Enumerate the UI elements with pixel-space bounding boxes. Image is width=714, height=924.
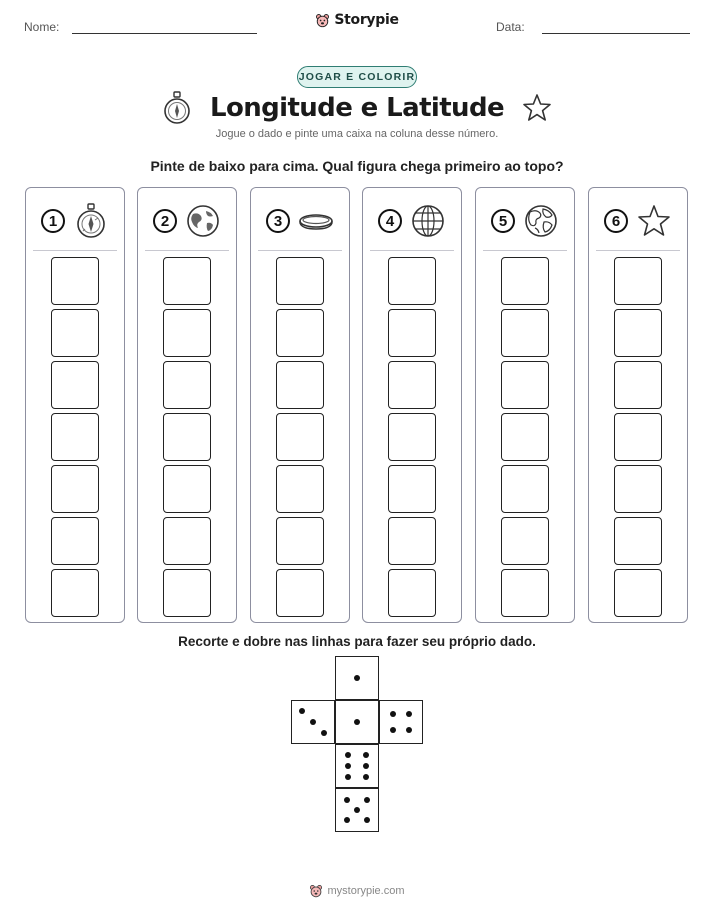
pip (299, 708, 305, 714)
column-number: 3 (266, 209, 290, 233)
column-divider (596, 250, 680, 251)
color-box[interactable] (276, 257, 324, 305)
color-box[interactable] (614, 361, 662, 409)
column-2 (137, 187, 237, 623)
column-header (363, 202, 461, 240)
color-box[interactable] (501, 569, 549, 617)
color-box[interactable] (163, 309, 211, 357)
color-box[interactable] (614, 569, 662, 617)
die-instruction: Recorte e dobre nas linhas para fazer seu próprio dado. (178, 634, 536, 649)
column-number: 4 (378, 209, 402, 233)
pip (354, 719, 360, 725)
pip (344, 797, 350, 803)
compass-icon (73, 203, 109, 239)
color-box[interactable] (276, 517, 324, 565)
pip (345, 774, 351, 780)
color-box[interactable] (51, 569, 99, 617)
column-divider (33, 250, 117, 251)
color-box[interactable] (51, 517, 99, 565)
brand-name: Storypie (334, 12, 399, 28)
color-box[interactable] (501, 361, 549, 409)
box-stack (163, 257, 211, 621)
column-number: 6 (604, 209, 628, 233)
column-number: 5 (491, 209, 515, 233)
column-4 (362, 187, 462, 623)
color-box[interactable] (501, 465, 549, 513)
ring-icon (298, 203, 334, 239)
name-line[interactable] (72, 33, 257, 34)
die-face-5 (335, 788, 379, 832)
column-6 (588, 187, 688, 623)
color-box[interactable] (388, 413, 436, 461)
column-3 (250, 187, 350, 623)
column-divider (483, 250, 567, 251)
date-label: Data: (496, 20, 525, 34)
star-icon (636, 203, 672, 239)
color-box[interactable] (163, 465, 211, 513)
name-label: Nome: (24, 20, 60, 34)
color-box[interactable] (614, 257, 662, 305)
pip (345, 763, 351, 769)
color-box[interactable] (501, 309, 549, 357)
color-box[interactable] (276, 413, 324, 461)
pip (354, 807, 360, 813)
color-box[interactable] (276, 465, 324, 513)
color-box[interactable] (614, 309, 662, 357)
color-box[interactable] (163, 517, 211, 565)
pip (364, 817, 370, 823)
die-face-6 (335, 744, 379, 788)
box-stack (388, 257, 436, 621)
column-header (138, 202, 236, 240)
bear-logo-icon (309, 884, 323, 898)
die-face-1 (335, 700, 379, 744)
title-row (0, 88, 714, 128)
color-box[interactable] (388, 309, 436, 357)
column-header (26, 202, 124, 240)
pip (363, 752, 369, 758)
color-box[interactable] (163, 413, 211, 461)
color-box[interactable] (501, 517, 549, 565)
color-box[interactable] (388, 465, 436, 513)
color-box[interactable] (276, 309, 324, 357)
pip (390, 727, 396, 733)
pip (363, 763, 369, 769)
instruction: Pinte de baixo para cima. Qual figura chega primeiro ao topo? (150, 158, 564, 174)
column-number: 2 (153, 209, 177, 233)
pip (354, 675, 360, 681)
die-face-3 (291, 700, 335, 744)
color-box[interactable] (163, 569, 211, 617)
column-header (251, 202, 349, 240)
color-box[interactable] (163, 361, 211, 409)
color-box[interactable] (614, 413, 662, 461)
color-box[interactable] (51, 309, 99, 357)
color-box[interactable] (276, 361, 324, 409)
column-number: 1 (41, 209, 65, 233)
date-line[interactable] (542, 33, 690, 34)
color-box[interactable] (51, 413, 99, 461)
column-1 (25, 187, 125, 623)
color-box[interactable] (501, 413, 549, 461)
color-box[interactable] (388, 569, 436, 617)
column-header (476, 202, 574, 240)
color-box[interactable] (163, 257, 211, 305)
column-divider (145, 250, 229, 251)
pip (390, 711, 396, 717)
pip (364, 797, 370, 803)
box-stack (51, 257, 99, 621)
column-5 (475, 187, 575, 623)
color-box[interactable] (614, 465, 662, 513)
color-box[interactable] (51, 465, 99, 513)
pip (406, 711, 412, 717)
footer (0, 884, 714, 898)
earth-icon (523, 203, 559, 239)
pip (363, 774, 369, 780)
pip (310, 719, 316, 725)
page-title: Longitude e Latitude (209, 93, 505, 123)
pip (406, 727, 412, 733)
die-face-1 (335, 656, 379, 700)
die-net (291, 656, 425, 836)
column-header (589, 202, 687, 240)
pip (344, 817, 350, 823)
column-divider (258, 250, 342, 251)
color-box[interactable] (501, 257, 549, 305)
column-divider (370, 250, 454, 251)
bear-logo-icon (315, 13, 330, 28)
color-box[interactable] (51, 361, 99, 409)
box-stack (501, 257, 549, 621)
color-box[interactable] (388, 517, 436, 565)
color-box[interactable] (614, 517, 662, 565)
wireframe-globe-icon (410, 203, 446, 239)
globe-icon (185, 203, 221, 239)
star-icon (522, 93, 552, 123)
category-badge: JOGAR E COLORIR (297, 66, 417, 88)
color-box[interactable] (388, 361, 436, 409)
brand (0, 12, 714, 28)
pip (321, 730, 327, 736)
footer-url: mystorypie.com (327, 885, 405, 897)
compass-icon (162, 91, 192, 125)
subtitle: Jogue o dado e pinte uma caixa na coluna desse número. (215, 128, 499, 140)
pip (345, 752, 351, 758)
color-box[interactable] (51, 257, 99, 305)
box-stack (276, 257, 324, 621)
color-box[interactable] (388, 257, 436, 305)
color-box[interactable] (276, 569, 324, 617)
die-face-4 (379, 700, 423, 744)
box-stack (614, 257, 662, 621)
